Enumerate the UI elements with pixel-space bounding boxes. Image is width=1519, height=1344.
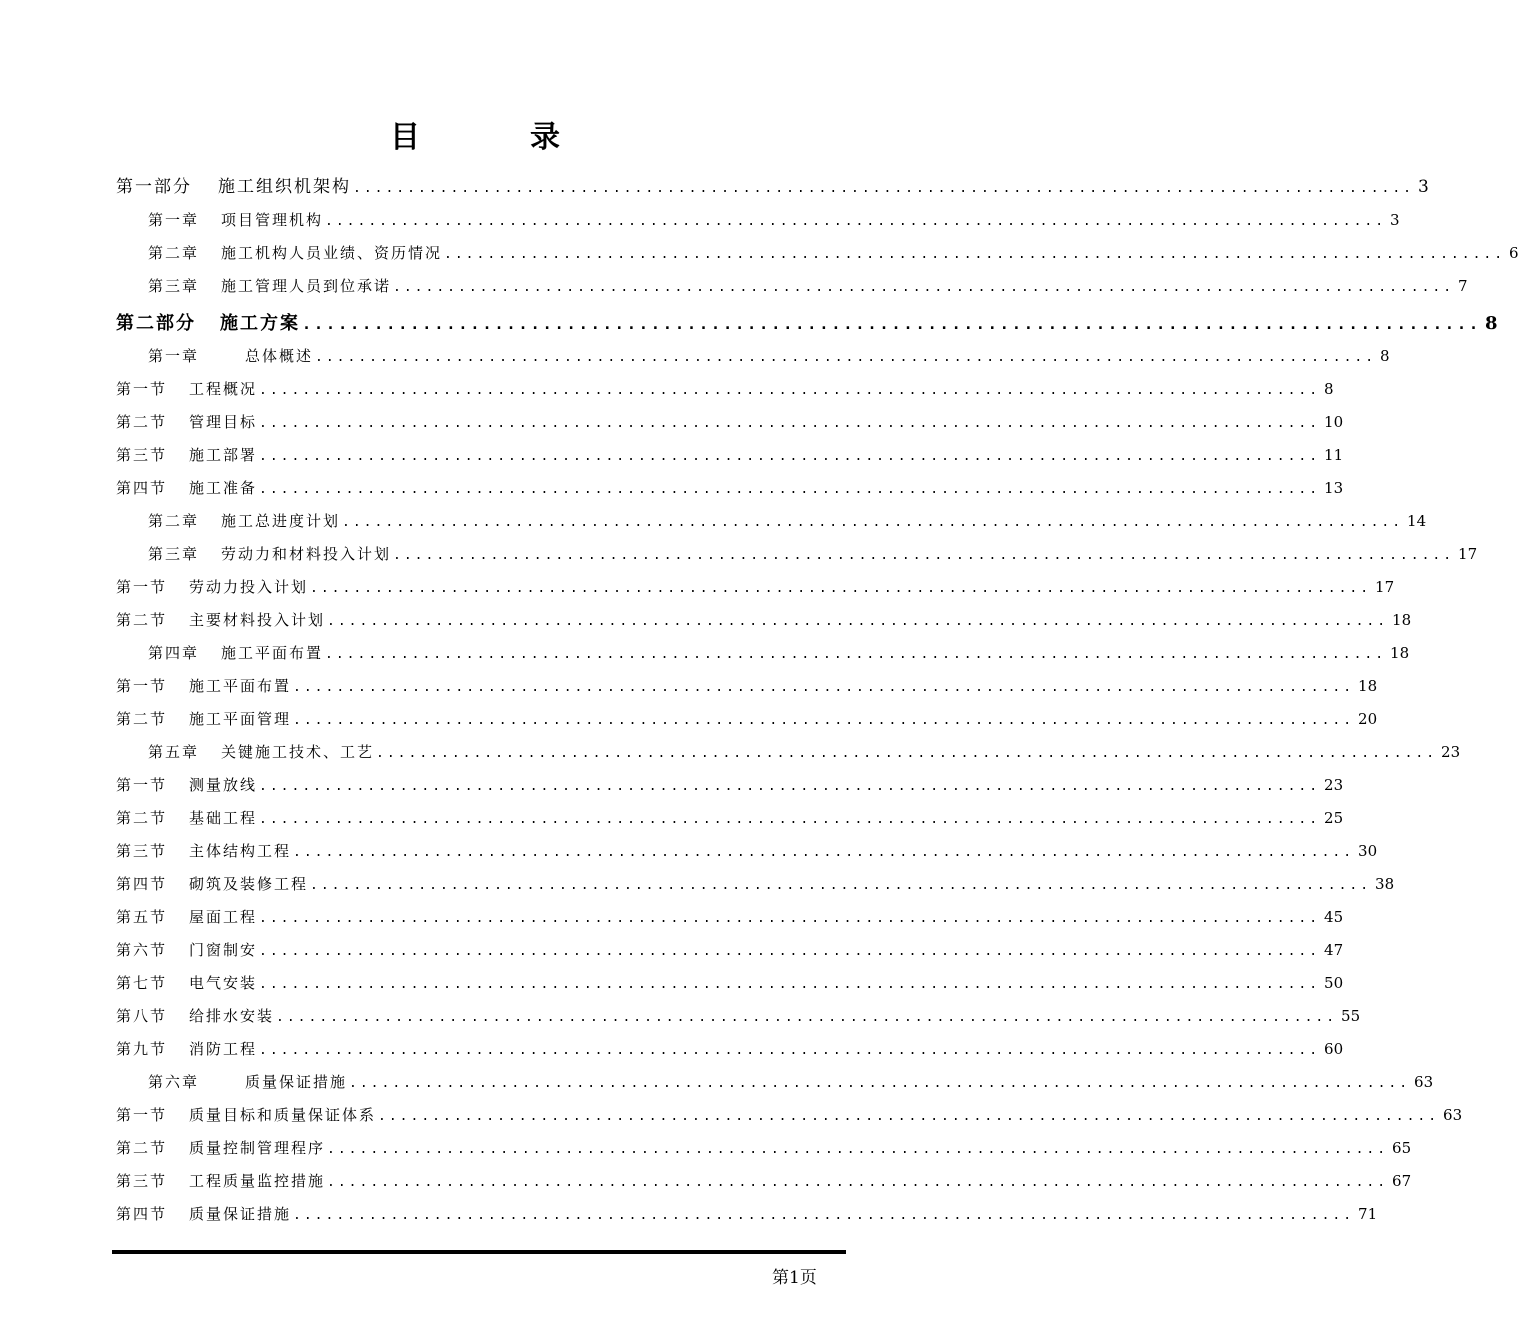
toc-entry[interactable] (148, 1071, 1434, 1092)
leader-dots: .................................................................................................. (349, 1076, 1411, 1091)
toc-entry-page: 17 (1375, 578, 1395, 596)
leader-dots: .................................................................................................. (259, 1043, 1321, 1058)
toc-entry-title: 消防工程 (189, 1040, 258, 1058)
toc-entry[interactable] (116, 1170, 1412, 1191)
toc-entry-page: 3 (1390, 211, 1400, 229)
toc-entry-title: 基础工程 (189, 809, 258, 827)
toc-entry-label: 第四节 (116, 875, 168, 893)
toc-entry[interactable] (116, 774, 1344, 795)
toc-entry-label: 第五节 (116, 908, 168, 926)
toc-entry[interactable] (116, 1137, 1412, 1158)
toc-entry-label: 第七节 (116, 974, 168, 992)
toc-entry-label: 第一节 (116, 380, 168, 398)
leader-dots: .................................................................................................. (259, 977, 1321, 992)
leader-dots: .................................................................................................. (310, 878, 1372, 893)
toc-entry-title: 关键施工技术、工艺 (221, 743, 375, 761)
toc-entry-title: 施工总进度计划 (221, 512, 341, 530)
toc-entry-page: 25 (1324, 809, 1344, 827)
toc-entry-title: 工程质量监控措施 (189, 1172, 326, 1190)
toc-entry-label: 第六节 (116, 941, 168, 959)
toc-entry[interactable] (116, 576, 1395, 597)
toc-entry-title: 劳动力投入计划 (189, 578, 309, 596)
toc-entry-label: 第四章 (148, 644, 200, 662)
toc-entry-label: 第二节 (116, 611, 168, 629)
leader-dots: .................................................................................................. (293, 1208, 1355, 1223)
toc-entry-title: 质量保证措施 (189, 1205, 292, 1223)
toc-entry[interactable] (116, 1203, 1378, 1224)
leader-dots: .................................................................................................. (393, 548, 1455, 563)
toc-entry-title: 给排水安装 (189, 1007, 275, 1025)
toc-entry-label: 第二章 (148, 244, 200, 262)
toc-entry-page: 11 (1324, 446, 1344, 464)
toc-entry-title: 测量放线 (189, 776, 258, 794)
leader-dots: .................................................................................................. (325, 647, 1387, 662)
toc-entry-label: 第二部分 (116, 313, 196, 334)
toc-entry[interactable] (116, 609, 1412, 630)
toc-entry-label: 第二节 (116, 413, 168, 431)
toc-entry-title: 施工平面布置 (221, 644, 324, 662)
toc-entry-title: 施工准备 (189, 479, 258, 497)
toc-entry[interactable] (116, 939, 1344, 960)
toc-entry[interactable] (116, 840, 1378, 861)
toc-entry-label: 第四节 (116, 479, 168, 497)
toc-entry-title: 主要材料投入计划 (189, 611, 326, 629)
toc-entry-label: 第二章 (148, 512, 200, 530)
toc-entry-page: 17 (1458, 545, 1478, 563)
toc-entry-page: 47 (1324, 941, 1344, 959)
toc-entry-page: 50 (1324, 974, 1344, 992)
toc-entry-page: 8 (1485, 313, 1498, 334)
toc-entry[interactable] (116, 807, 1344, 828)
toc-entry-title: 施工平面管理 (189, 710, 292, 728)
toc-entry-title: 质量控制管理程序 (189, 1139, 326, 1157)
toc-entry-label: 第九节 (116, 1040, 168, 1058)
toc-entry[interactable] (116, 873, 1395, 894)
leader-dots: .................................................................................................. (276, 1010, 1338, 1025)
toc-entry-page: 23 (1324, 776, 1344, 794)
leader-dots: .................................................................................................. (259, 944, 1321, 959)
leader-dots: .................................................................................................. (393, 280, 1455, 295)
leader-dots: .................................................................................................. (444, 247, 1506, 262)
toc-entry[interactable] (148, 275, 1468, 296)
toc-entry[interactable] (116, 1104, 1463, 1125)
toc-entry[interactable] (116, 378, 1334, 399)
toc-title: 目 录 (390, 120, 600, 155)
toc-entry-title: 质量保证措施 (245, 1073, 348, 1091)
toc-entry[interactable] (116, 444, 1344, 465)
toc-entry[interactable] (116, 1005, 1361, 1026)
toc-entry-page: 10 (1324, 413, 1344, 431)
toc-entry[interactable] (148, 242, 1519, 263)
toc-entry-label: 第八节 (116, 1007, 168, 1025)
leader-dots: .................................................................................................. (315, 350, 1377, 365)
toc-entry-title: 施工管理人员到位承诺 (221, 277, 392, 295)
toc-entry[interactable] (148, 510, 1427, 531)
toc-entry-page: 13 (1324, 479, 1344, 497)
toc-entry-page: 8 (1380, 347, 1390, 365)
toc-entry-label: 第四节 (116, 1205, 168, 1223)
toc-entry-page: 30 (1358, 842, 1378, 860)
toc-entry-title: 质量目标和质量保证体系 (189, 1106, 377, 1124)
toc-entry-page: 55 (1341, 1007, 1361, 1025)
toc-entry-page: 60 (1324, 1040, 1344, 1058)
toc-entry[interactable] (148, 642, 1410, 663)
leader-dots: .................................................................................................. (310, 581, 1372, 596)
toc-entry[interactable] (148, 543, 1478, 564)
toc-entry-page: 67 (1392, 1172, 1412, 1190)
leader-dots: .................................................................................................. (293, 845, 1355, 860)
toc-entry-label: 第二节 (116, 710, 168, 728)
toc-entry[interactable] (148, 209, 1400, 230)
toc-entry-title: 工程概况 (189, 380, 258, 398)
toc-entry-title: 总体概述 (245, 347, 314, 365)
leader-dots: .................................................................................................. (259, 911, 1321, 926)
toc-entry-title: 电气安装 (189, 974, 258, 992)
toc-entry-page: 38 (1375, 875, 1395, 893)
toc-entry-page: 18 (1390, 644, 1410, 662)
toc-entry-label: 第五章 (148, 743, 200, 761)
toc-entry-label: 第三章 (148, 277, 200, 295)
leader-dots: .................................................................................................. (259, 482, 1321, 497)
toc-entry-label: 第二节 (116, 1139, 168, 1157)
footer-page-number: 第1页 (772, 1268, 817, 1288)
toc-entry-page: 63 (1443, 1106, 1463, 1124)
leader-dots: .................................................................................................. (259, 779, 1321, 794)
toc-entry-page: 8 (1324, 380, 1334, 398)
toc-entry-label: 第二节 (116, 809, 168, 827)
toc-entry-title: 劳动力和材料投入计划 (221, 545, 392, 563)
leader-dots: .................................................................................................. (342, 515, 1404, 530)
toc-entry-page: 18 (1358, 677, 1378, 695)
toc-entry[interactable] (148, 345, 1390, 366)
toc-entry-page: 65 (1392, 1139, 1412, 1157)
toc-entry-page: 45 (1324, 908, 1344, 926)
toc-entry-page: 3 (1418, 177, 1429, 197)
toc-entry-label: 第六章 (148, 1073, 200, 1091)
leader-dots: .................................................................................................. (327, 1175, 1389, 1190)
toc-entry-page: 63 (1414, 1073, 1434, 1091)
toc-entry-title: 屋面工程 (189, 908, 258, 926)
toc-entry-page: 18 (1392, 611, 1412, 629)
toc-entry-label: 第一部分 (116, 177, 192, 197)
toc-entry-label: 第三节 (116, 842, 168, 860)
toc-entry[interactable] (116, 675, 1378, 696)
toc-entry-label: 第一章 (148, 211, 200, 229)
leader-dots: .................................................................................................. (353, 181, 1415, 196)
toc-entry[interactable] (116, 411, 1344, 432)
toc-entry-page: 23 (1441, 743, 1461, 761)
toc-entry-title: 门窗制安 (189, 941, 258, 959)
toc-entry-title: 施工部署 (189, 446, 258, 464)
toc-entry-label: 第三节 (116, 1172, 168, 1190)
leader-dots: .................................................................................................. (327, 1142, 1389, 1157)
leader-dots: .................................................................................................. (259, 449, 1321, 464)
toc-entry-page: 7 (1458, 277, 1468, 295)
toc-entry-page: 20 (1358, 710, 1378, 728)
toc-entry-title: 管理目标 (189, 413, 258, 431)
toc-entry-title: 施工机构人员业绩、资历情况 (221, 244, 443, 262)
toc-entry[interactable] (116, 309, 1498, 335)
toc-entry-label: 第三节 (116, 446, 168, 464)
toc-entry-title: 砌筑及装修工程 (189, 875, 309, 893)
leader-dots: .................................................................................................. (378, 1109, 1440, 1124)
toc-entry[interactable] (148, 741, 1461, 762)
toc-entry-label: 第一节 (116, 776, 168, 794)
toc-entry[interactable] (116, 972, 1344, 993)
leader-dots: .................................................................................................. (293, 680, 1355, 695)
toc-entry[interactable] (116, 477, 1344, 498)
toc-entry[interactable] (116, 1038, 1344, 1059)
leader-dots: .................................................................................................. (259, 812, 1321, 827)
toc-entry-page: 71 (1358, 1205, 1378, 1223)
leader-dots: .................................................................................................. (259, 416, 1321, 431)
leader-dots: .................................................................................................. (293, 713, 1355, 728)
toc-entry-label: 第一章 (148, 347, 200, 365)
toc-entry-title: 项目管理机构 (221, 211, 324, 229)
leader-dots: .................................................................................................. (259, 383, 1321, 398)
toc-entry-title: 施工方案 (220, 313, 300, 334)
toc-entry-label: 第一节 (116, 1106, 168, 1124)
toc-entry[interactable] (116, 172, 1429, 197)
toc-entry-page: 6 (1509, 244, 1519, 262)
toc-entry-page: 14 (1407, 512, 1427, 530)
toc-entry[interactable] (116, 906, 1344, 927)
toc-entry-label: 第三章 (148, 545, 200, 563)
toc-entry-title: 施工组织机架构 (218, 177, 351, 197)
leader-dots: .................................................................................................. (376, 746, 1438, 761)
footer-rule (112, 1250, 846, 1254)
toc-entry-label: 第一节 (116, 677, 168, 695)
leader-dots: .................................................................................................. (302, 315, 1482, 333)
toc-entry-label: 第一节 (116, 578, 168, 596)
toc-entry-title: 施工平面布置 (189, 677, 292, 695)
leader-dots: .................................................................................................. (325, 214, 1387, 229)
leader-dots: .................................................................................................. (327, 614, 1389, 629)
toc-entry-title: 主体结构工程 (189, 842, 292, 860)
toc-entry[interactable] (116, 708, 1378, 729)
